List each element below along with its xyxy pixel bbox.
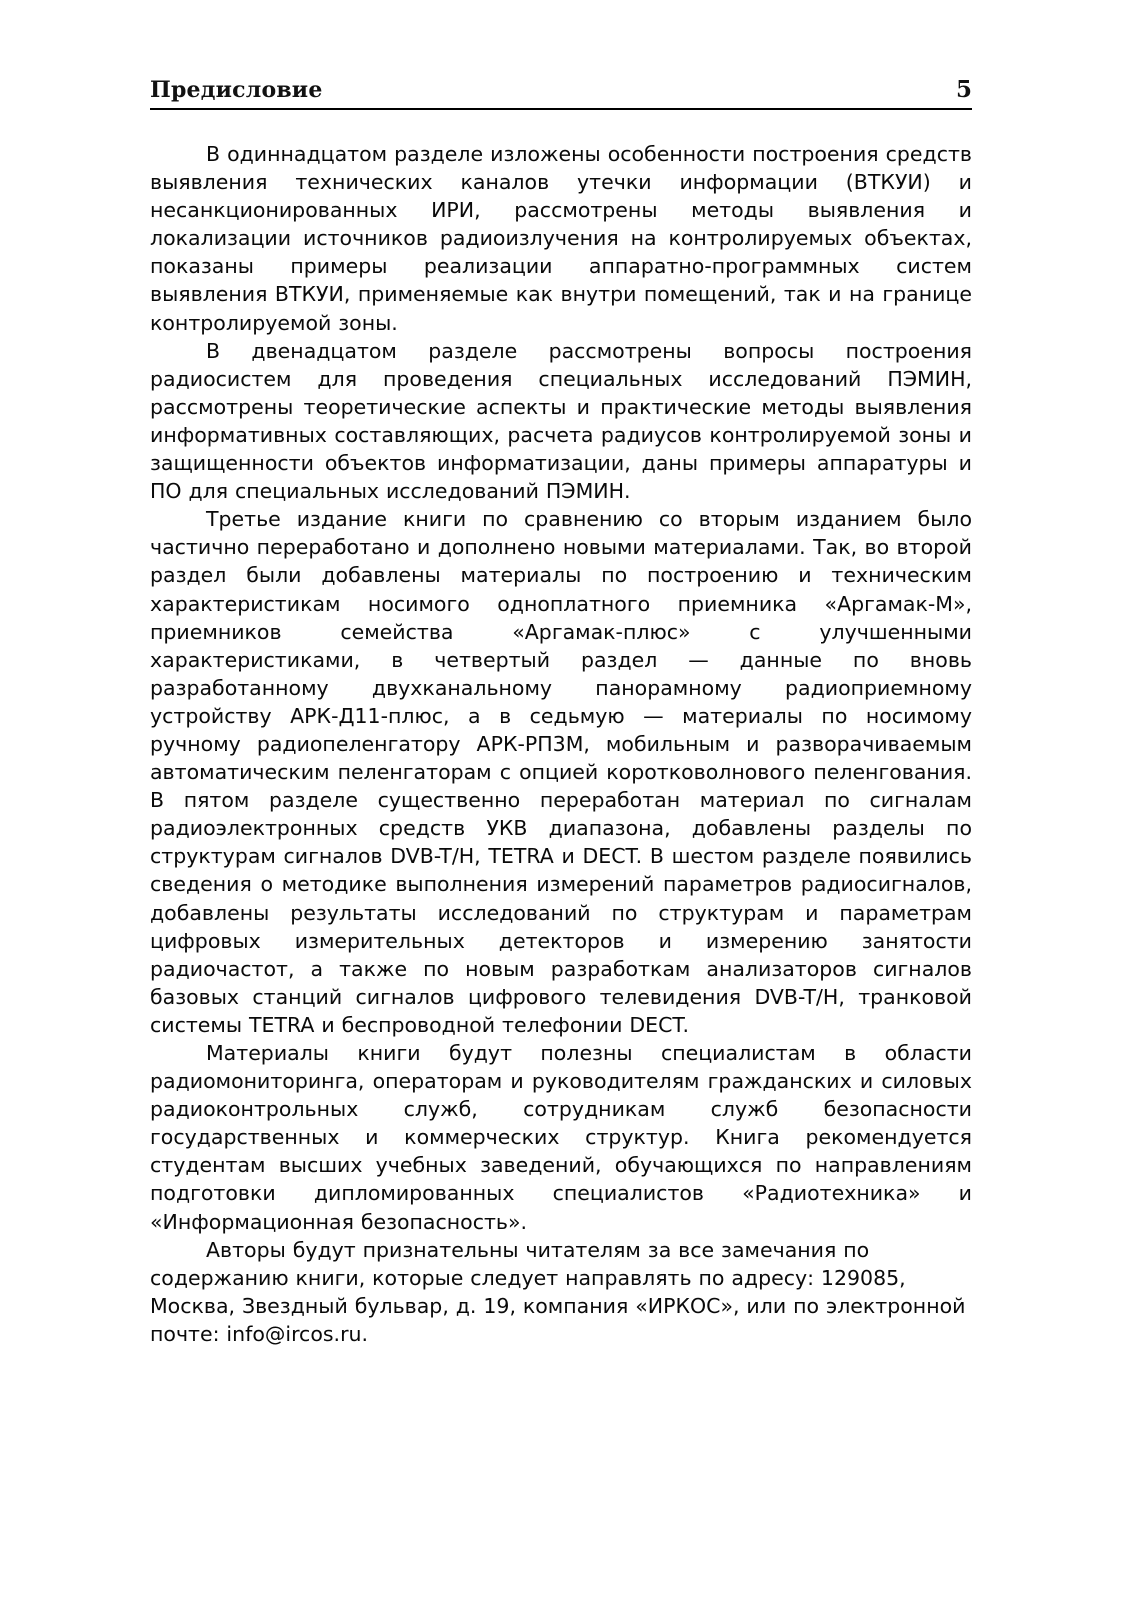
page-number: 5: [955, 76, 972, 103]
header-row: [150, 78, 972, 101]
paragraph: В двенадцатом разделе рассмотрены вопросы построения радиосистем для проведения специальных исследований ПЭМИН, рассмотрены теоретические аспекты и практические методы выявления информативных составляющих, расчета радиусов контролируемой зоны и защищенности объектов информатизации, даны примеры аппаратуры и ПО для специальных исследований ПЭМИН.: [150, 338, 972, 504]
paragraph: Материалы книги будут полезны специалистам в области радиомониторинга, операторам и руководителям гражданских и силовых радиоконтрольных служб, сотрудникам служб безопасности государственных и коммерческих структур. Книга рекомендуется студентам высших учебных заведений, обучающихся по направлениям подготовки дипломированных специалистов «Радиотехника» и «Информационная безопасность».: [150, 1041, 972, 1234]
page-title: Предисловие: [150, 77, 323, 103]
paragraph: Третье издание книги по сравнению со вторым изданием было частично переработано и дополнено новыми материалами. Так, во второй раздел были добавлены материалы по построению и техническим характеристикам носимого одноплатного приемника «Аргамак-М», приемников семейства «Аргамак-плюс» с улучшенными характеристиками, в четвертый раздел — данные по вновь разработанному двухканальному панорамному радиоприемному устройству АРК-Д11-плюс, а в седьмую — материалы по носимому ручному радиопеленгатору АРК-РП3М, мобильным и разворачиваемым автоматическим пеленгаторам с опцией коротковолнового пеленгования. В пятом разделе существенно переработан материал по сигналам радиоэлектронных средств УКВ диапазона, добавлены разделы по структурам сигналов DVB-T/H, TETRA и DECT. В шестом разделе появились сведения о методике выполнения измерений параметров радиосигналов, добавлены результаты исследований по структурам и параметрам цифровых измерительных детекторов и измерению занятости радиочастот, а также по новым разработкам анализаторов сигналов базовых станций сигналов цифрового телевидения DVB-T/H, транковой системы TETRA и беспроводной телефонии DECT.: [150, 507, 972, 1037]
paragraph: Авторы будут признательны читателям за все замечания по содержанию книги, которые следует направлять по адресу: 129085, Москва, Звездный бульвар, д. 19, компания «ИРКОС», или по электронной почте: info@ircos.ru.: [150, 1237, 966, 1346]
header-divider: [150, 108, 972, 110]
body-text: [150, 140, 972, 1348]
running-header: [150, 78, 972, 110]
paragraph: В одиннадцатом разделе изложены особенности построения средств выявления технических каналов утечки информации (ВТКУИ) и несанкционированных ИРИ, рассмотрены методы выявления и локализации источников радиоизлучения на контролируемых объектах, показаны примеры реализации аппаратно-программных систем выявления ВТКУИ, применяемые как внутри помещений, так и на границе контролируемой зоны.: [150, 142, 972, 335]
